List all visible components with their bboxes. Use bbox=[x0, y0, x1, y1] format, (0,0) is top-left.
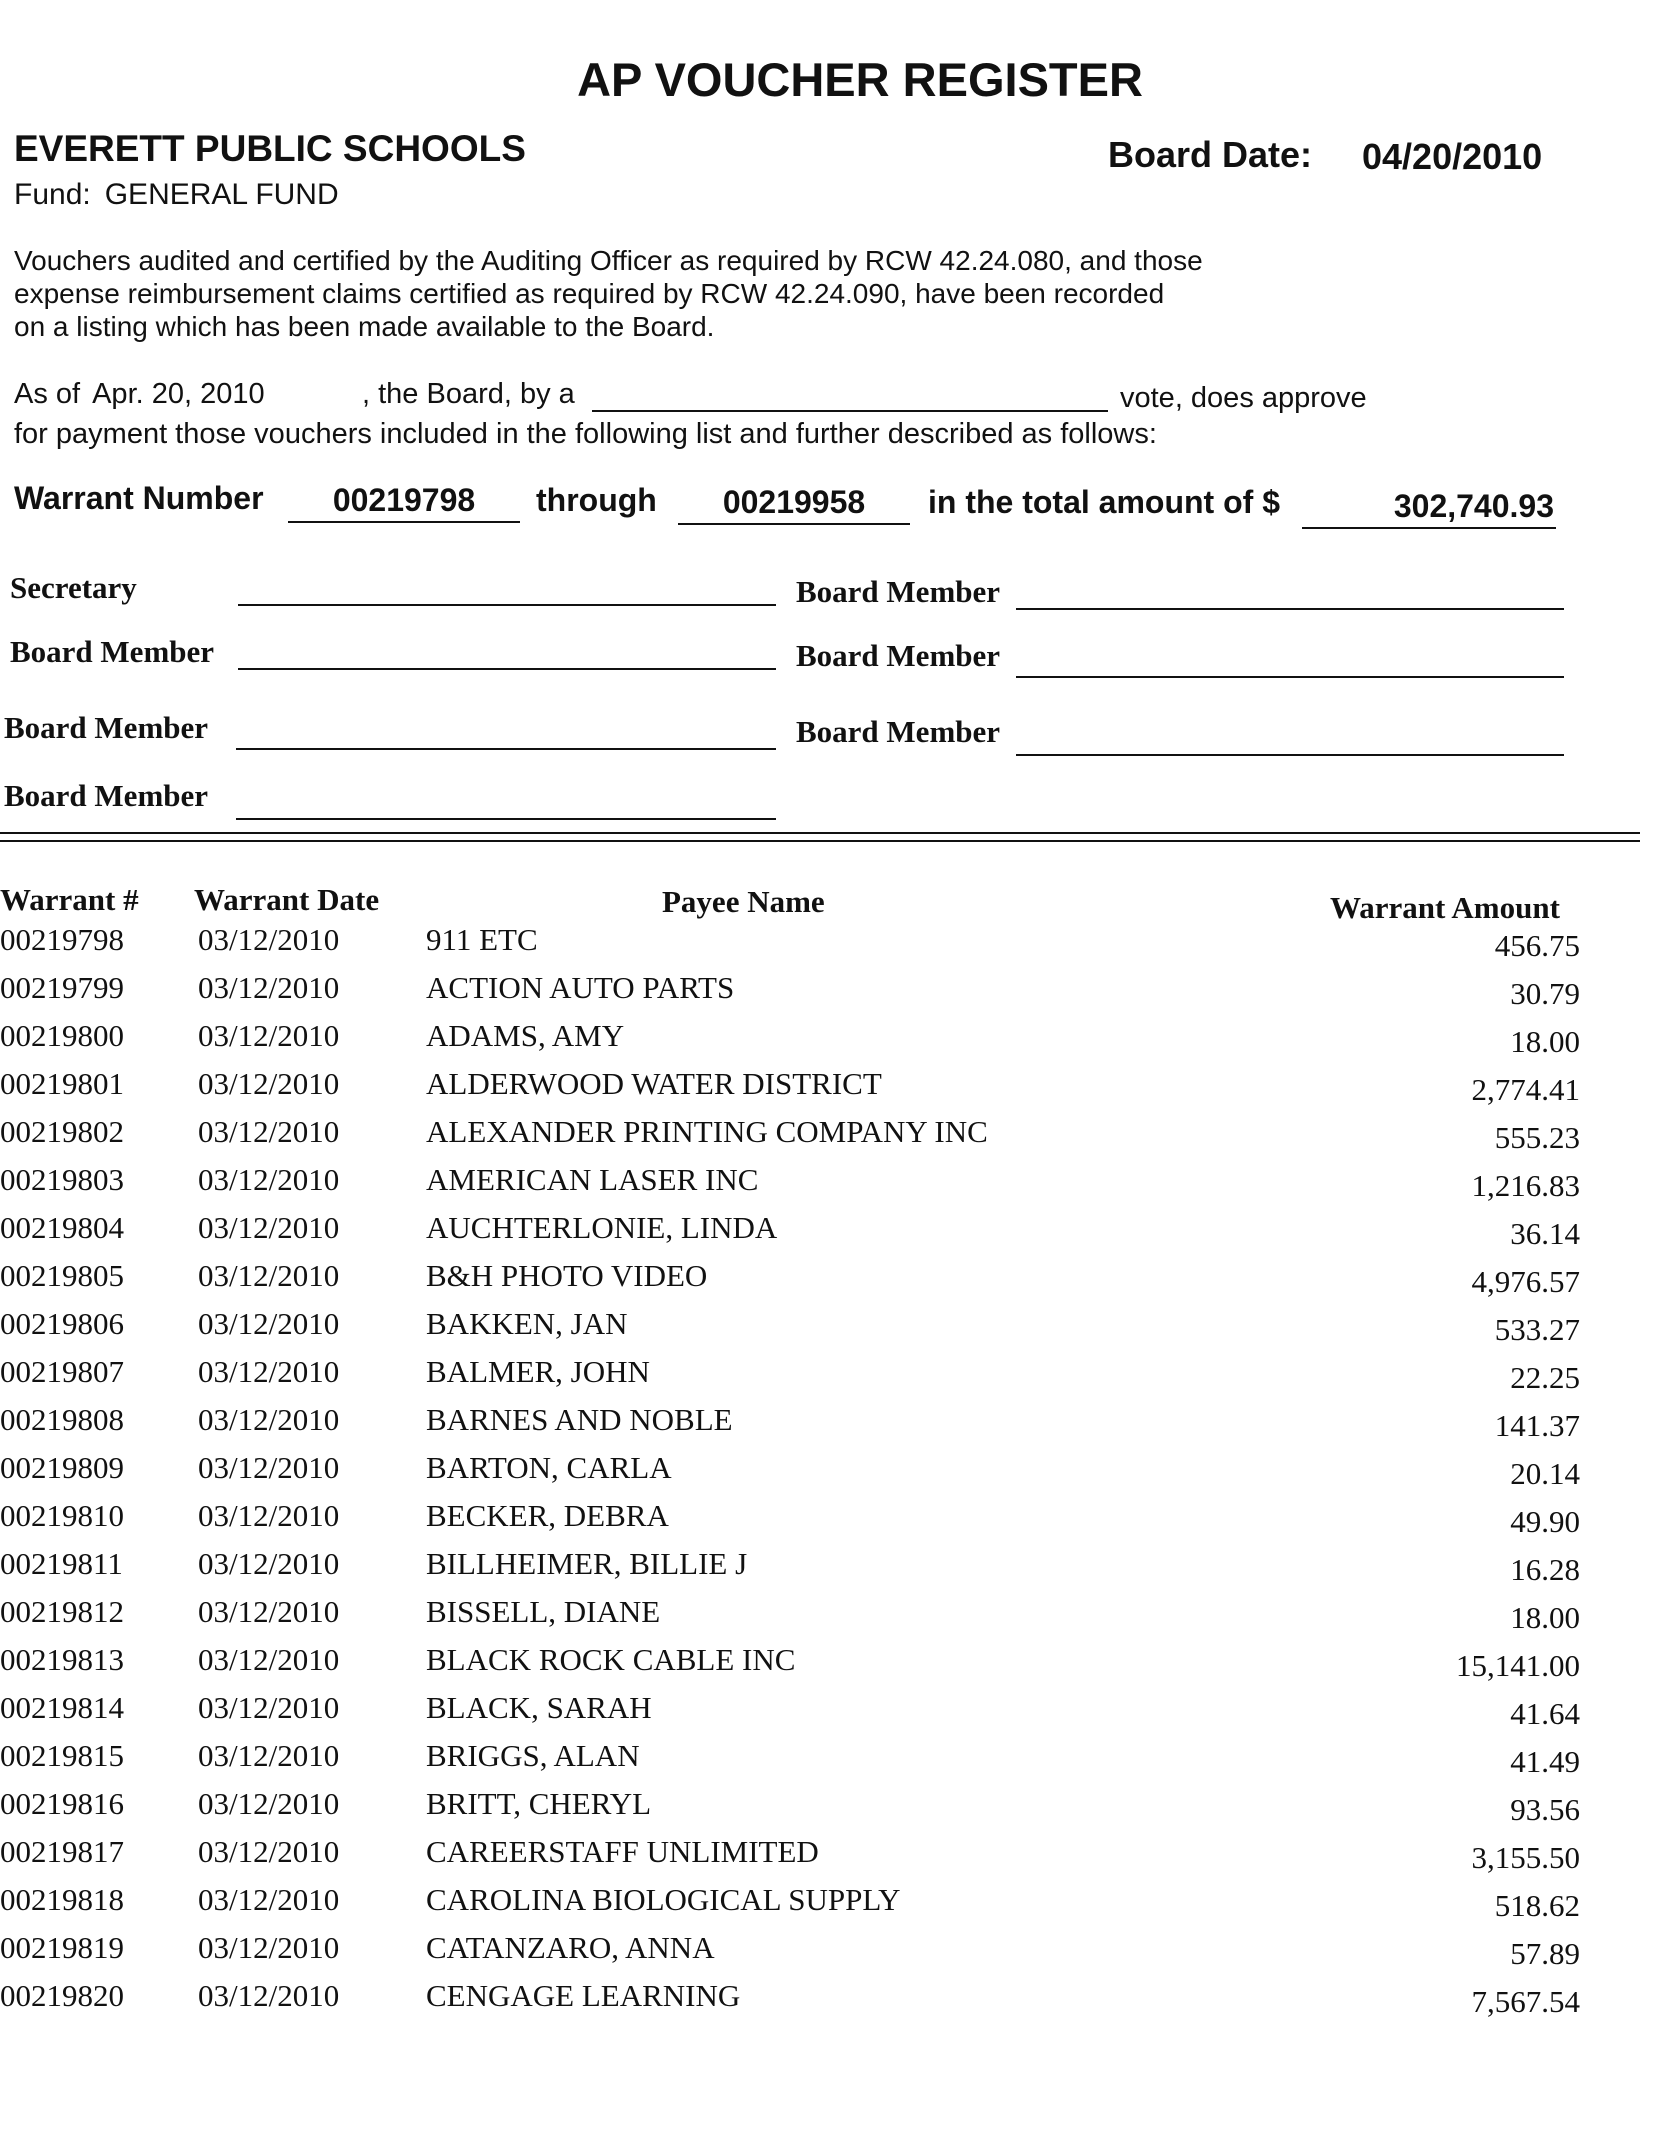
payee-name: 911 ETC bbox=[426, 922, 538, 957]
warrant-amount: 15,141.00 bbox=[1456, 1648, 1580, 1683]
warrant-date: 03/12/2010 bbox=[198, 1402, 340, 1437]
board-member-signature-line bbox=[238, 668, 776, 670]
board-date-label: Board Date: bbox=[1108, 134, 1313, 175]
warrant-number: 00219818 bbox=[0, 1882, 124, 1917]
warrant-number: 00219820 bbox=[0, 1978, 124, 2013]
warrant-number: 00219809 bbox=[0, 1450, 124, 1485]
warrant-amount: 141.37 bbox=[1494, 1408, 1580, 1443]
table-row bbox=[0, 1834, 1664, 1882]
board-member-signature-line bbox=[1016, 608, 1564, 610]
vote-blank-line bbox=[592, 410, 1108, 412]
board-by-text: , the Board, by a bbox=[362, 378, 575, 410]
warrant-date: 03/12/2010 bbox=[198, 1210, 340, 1245]
warrant-number: 00219798 bbox=[0, 922, 124, 957]
warrant-number: 00219817 bbox=[0, 1834, 124, 1869]
warrant-date: 03/12/2010 bbox=[198, 1882, 340, 1917]
warrant-date: 03/12/2010 bbox=[198, 1738, 340, 1773]
fund-line bbox=[14, 178, 339, 212]
warrant-number: 00219816 bbox=[0, 1786, 124, 1821]
warrant-date: 03/12/2010 bbox=[198, 1066, 340, 1101]
warrant-date: 03/12/2010 bbox=[198, 922, 340, 957]
warrant-date: 03/12/2010 bbox=[198, 1786, 340, 1821]
payee-name: CATANZARO, ANNA bbox=[426, 1930, 715, 1965]
warrant-date: 03/12/2010 bbox=[198, 1354, 340, 1389]
warrant-date: 03/12/2010 bbox=[198, 1546, 340, 1581]
payee-name: BAKKEN, JAN bbox=[426, 1306, 628, 1341]
secretary-signature-line bbox=[238, 604, 776, 606]
warrant-amount: 18.00 bbox=[1510, 1024, 1580, 1059]
payee-name: ACTION AUTO PARTS bbox=[426, 970, 735, 1005]
page-title: AP VOUCHER REGISTER bbox=[577, 53, 1143, 106]
payee-name: BISSELL, DIANE bbox=[426, 1594, 661, 1629]
warrant-end-number: 00219958 bbox=[678, 484, 910, 525]
board-member-label: Board Member bbox=[796, 638, 1001, 673]
certification-line: Vouchers audited and certified by the Auditing Officer as required by RCW 42.24.080, and those bbox=[14, 245, 1203, 276]
table-row bbox=[0, 1402, 1664, 1450]
table-row bbox=[0, 1978, 1664, 2026]
warrant-number: 00219803 bbox=[0, 1162, 124, 1197]
payee-name: AUCHTERLONIE, LINDA bbox=[426, 1210, 778, 1245]
warrant-start-number: 00219798 bbox=[288, 482, 520, 523]
warrant-amount: 4,976.57 bbox=[1471, 1264, 1580, 1299]
board-member-signature-line bbox=[1016, 676, 1564, 678]
divider bbox=[0, 840, 1640, 842]
table-row bbox=[0, 1882, 1664, 1930]
warrant-amount: 36.14 bbox=[1510, 1216, 1580, 1251]
warrant-date: 03/12/2010 bbox=[198, 1978, 340, 2013]
payee-name: ALEXANDER PRINTING COMPANY INC bbox=[426, 1114, 988, 1149]
warrant-date: 03/12/2010 bbox=[198, 1114, 340, 1149]
payee-name: BRIGGS, ALAN bbox=[426, 1738, 640, 1773]
table-row bbox=[0, 922, 1664, 970]
warrant-date: 03/12/2010 bbox=[198, 1834, 340, 1869]
board-member-label: Board Member bbox=[4, 710, 209, 745]
board-member-signature-line bbox=[236, 748, 776, 750]
payee-name: BLACK ROCK CABLE INC bbox=[426, 1642, 796, 1677]
column-header-payee: Payee Name bbox=[662, 884, 825, 919]
column-header-date: Warrant Date bbox=[194, 882, 380, 917]
board-member-label: Board Member bbox=[4, 778, 209, 813]
warrant-amount: 2,774.41 bbox=[1471, 1072, 1580, 1107]
warrant-date: 03/12/2010 bbox=[198, 1498, 340, 1533]
secretary-label: Secretary bbox=[10, 570, 137, 605]
warrant-amount: 22.25 bbox=[1510, 1360, 1580, 1395]
payee-name: BILLHEIMER, BILLIE J bbox=[426, 1546, 748, 1581]
warrant-number: 00219805 bbox=[0, 1258, 124, 1293]
divider bbox=[0, 832, 1640, 834]
warrant-number: 00219807 bbox=[0, 1354, 124, 1389]
through-label: through bbox=[536, 482, 657, 518]
table-row bbox=[0, 1594, 1664, 1642]
as-of-date: Apr. 20, 2010 bbox=[92, 378, 265, 410]
warrant-date: 03/12/2010 bbox=[198, 970, 340, 1005]
board-member-label: Board Member bbox=[796, 714, 1001, 749]
warrant-amount: 41.64 bbox=[1510, 1696, 1580, 1731]
warrant-date: 03/12/2010 bbox=[198, 1930, 340, 1965]
payee-name: AMERICAN LASER INC bbox=[426, 1162, 759, 1197]
payee-name: BARNES AND NOBLE bbox=[426, 1402, 733, 1437]
payee-name: BRITT, CHERYL bbox=[426, 1786, 652, 1821]
table-row bbox=[0, 1690, 1664, 1738]
warrant-number: 00219810 bbox=[0, 1498, 124, 1533]
warrant-number: 00219813 bbox=[0, 1642, 124, 1677]
warrant-number-label: Warrant Number bbox=[14, 480, 264, 516]
board-member-signature-line bbox=[1016, 754, 1564, 756]
warrant-amount: 20.14 bbox=[1510, 1456, 1580, 1491]
fund-label: Fund: bbox=[14, 178, 91, 211]
table-row bbox=[0, 970, 1664, 1018]
warrant-number: 00219808 bbox=[0, 1402, 124, 1437]
table-row bbox=[0, 1258, 1664, 1306]
warrant-amount: 456.75 bbox=[1494, 928, 1580, 963]
warrant-number: 00219806 bbox=[0, 1306, 124, 1341]
warrant-number: 00219802 bbox=[0, 1114, 124, 1149]
table-row bbox=[0, 1546, 1664, 1594]
warrant-date: 03/12/2010 bbox=[198, 1594, 340, 1629]
warrant-amount: 555.23 bbox=[1494, 1120, 1580, 1155]
warrant-number: 00219811 bbox=[0, 1546, 123, 1581]
table-row bbox=[0, 1930, 1664, 1978]
total-amount-label: in the total amount of $ bbox=[928, 484, 1280, 520]
certification-line: on a listing which has been made available to the Board. bbox=[14, 311, 715, 342]
column-header-amount: Warrant Amount bbox=[1330, 890, 1560, 925]
board-member-label: Board Member bbox=[796, 574, 1001, 609]
warrant-number: 00219801 bbox=[0, 1066, 124, 1101]
warrant-number: 00219812 bbox=[0, 1594, 124, 1629]
table-row bbox=[0, 1642, 1664, 1690]
payee-name: CAREERSTAFF UNLIMITED bbox=[426, 1834, 819, 1869]
organization-name: EVERETT PUBLIC SCHOOLS bbox=[14, 128, 526, 169]
certification-line: expense reimbursement claims certified as required by RCW 42.24.090, have been recorded bbox=[14, 278, 1165, 309]
vote-text: vote, does approve bbox=[1120, 382, 1367, 414]
warrant-date: 03/12/2010 bbox=[198, 1018, 340, 1053]
warrant-date: 03/12/2010 bbox=[198, 1690, 340, 1725]
warrant-amount: 533.27 bbox=[1494, 1312, 1580, 1347]
board-member-signature-line bbox=[236, 818, 776, 820]
warrant-date: 03/12/2010 bbox=[198, 1642, 340, 1677]
warrant-amount: 18.00 bbox=[1510, 1600, 1580, 1635]
table-row bbox=[0, 1786, 1664, 1834]
table-row bbox=[0, 1450, 1664, 1498]
warrant-amount: 30.79 bbox=[1510, 976, 1580, 1011]
warrant-number: 00219819 bbox=[0, 1930, 124, 1965]
table-row bbox=[0, 1498, 1664, 1546]
total-amount-value: 302,740.93 bbox=[1302, 488, 1556, 529]
table-row bbox=[0, 1162, 1664, 1210]
table-row bbox=[0, 1066, 1664, 1114]
payee-name: ALDERWOOD WATER DISTRICT bbox=[426, 1066, 882, 1101]
payee-name: CENGAGE LEARNING bbox=[426, 1978, 741, 2013]
payee-name: B&H PHOTO VIDEO bbox=[426, 1258, 708, 1293]
warrant-number: 00219800 bbox=[0, 1018, 124, 1053]
table-row bbox=[0, 1018, 1664, 1066]
warrant-amount: 41.49 bbox=[1510, 1744, 1580, 1779]
warrant-date: 03/12/2010 bbox=[198, 1306, 340, 1341]
warrant-number: 00219804 bbox=[0, 1210, 124, 1245]
payee-name: BLACK, SARAH bbox=[426, 1690, 652, 1725]
payee-name: BECKER, DEBRA bbox=[426, 1498, 669, 1533]
board-date-value: 04/20/2010 bbox=[1362, 136, 1543, 177]
warrant-date: 03/12/2010 bbox=[198, 1450, 340, 1485]
payee-name: ADAMS, AMY bbox=[426, 1018, 625, 1053]
warrant-amount: 16.28 bbox=[1510, 1552, 1580, 1587]
warrant-date: 03/12/2010 bbox=[198, 1162, 340, 1197]
warrant-amount: 49.90 bbox=[1510, 1504, 1580, 1539]
warrant-number: 00219814 bbox=[0, 1690, 124, 1725]
table-row bbox=[0, 1210, 1664, 1258]
warrant-number: 00219799 bbox=[0, 970, 124, 1005]
board-member-label: Board Member bbox=[10, 634, 215, 669]
warrant-amount: 518.62 bbox=[1494, 1888, 1580, 1923]
warrant-amount: 93.56 bbox=[1510, 1792, 1580, 1827]
warrant-date: 03/12/2010 bbox=[198, 1258, 340, 1293]
as-of-line bbox=[14, 378, 265, 411]
table-row bbox=[0, 1306, 1664, 1354]
fund-value: GENERAL FUND bbox=[104, 178, 339, 211]
warrant-amount: 7,567.54 bbox=[1471, 1984, 1580, 2019]
payee-name: BARTON, CARLA bbox=[426, 1450, 672, 1485]
table-row bbox=[0, 1114, 1664, 1162]
table-row bbox=[0, 1354, 1664, 1402]
payment-line: for payment those vouchers included in the following list and further described as follows: bbox=[14, 418, 1157, 450]
warrant-amount: 1,216.83 bbox=[1471, 1168, 1580, 1203]
warrant-number: 00219815 bbox=[0, 1738, 124, 1773]
warrant-amount: 3,155.50 bbox=[1471, 1840, 1580, 1875]
column-header-warrant: Warrant # bbox=[0, 882, 139, 917]
warrant-amount: 57.89 bbox=[1510, 1936, 1580, 1971]
as-of-label: As of bbox=[14, 378, 81, 410]
payee-name: CAROLINA BIOLOGICAL SUPPLY bbox=[426, 1882, 901, 1917]
payee-name: BALMER, JOHN bbox=[426, 1354, 650, 1389]
table-row bbox=[0, 1738, 1664, 1786]
